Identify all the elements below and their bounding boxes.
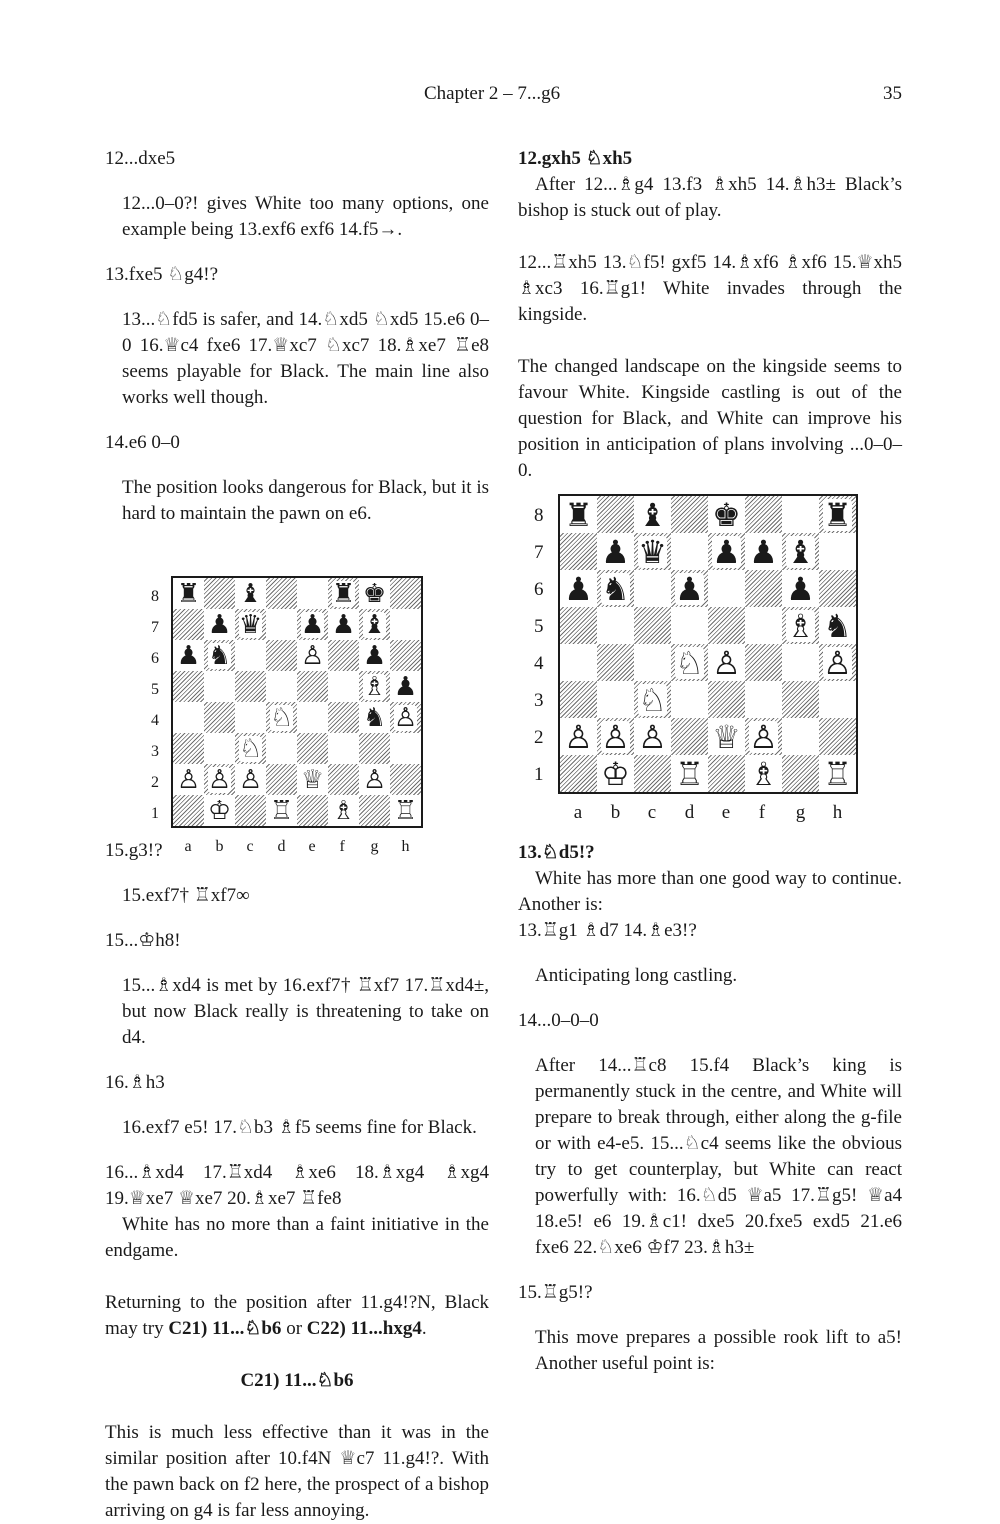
chess-piece: ♙ bbox=[393, 702, 418, 733]
chess-piece: ♙ bbox=[176, 764, 201, 795]
rank-label: 2 bbox=[534, 727, 544, 748]
chess-piece: ♗ bbox=[331, 795, 356, 826]
square-c6 bbox=[235, 640, 266, 671]
square-a1 bbox=[560, 755, 597, 792]
chess-piece: ♞ bbox=[823, 606, 852, 645]
move-line: 13.fxe5 ♘g4!? bbox=[105, 264, 219, 285]
right-text-block-1 bbox=[518, 172, 902, 484]
square-e4 bbox=[708, 644, 745, 681]
chess-piece: ♝ bbox=[786, 532, 815, 571]
square-d5 bbox=[671, 607, 708, 644]
file-label: g bbox=[795, 802, 806, 823]
square-c3 bbox=[235, 733, 266, 764]
chess-piece: ♜ bbox=[823, 495, 852, 534]
rank-label: 6 bbox=[534, 579, 544, 600]
spacer bbox=[105, 1394, 489, 1420]
returning-paragraph bbox=[105, 1290, 489, 1342]
chess-piece: ♟ bbox=[362, 640, 387, 671]
chess-piece: ♟ bbox=[207, 609, 232, 640]
rank-label: 4 bbox=[534, 653, 544, 674]
square-a8 bbox=[173, 578, 204, 609]
chess-piece: ♞ bbox=[601, 569, 630, 608]
rank-label: 2 bbox=[151, 773, 159, 791]
square-d1 bbox=[671, 755, 708, 792]
move-line: 13.♖g1 ♗d7 14.♗e3!? bbox=[518, 920, 697, 941]
square-c7 bbox=[235, 609, 266, 640]
square-h1 bbox=[390, 795, 421, 826]
chess-piece: ♚ bbox=[362, 578, 387, 609]
chess-diagram-2 bbox=[518, 484, 902, 840]
chess-piece: ♘ bbox=[269, 702, 294, 733]
chess-piece: ♞ bbox=[207, 640, 232, 671]
square-a4 bbox=[173, 702, 204, 733]
chess-piece: ♔ bbox=[601, 754, 630, 793]
square-d2 bbox=[266, 764, 297, 795]
text-paragraph: After 12...♗g4 13.f3 ♗xh5 14.♗h3± Black’s bishop is stuck out of play. bbox=[518, 174, 902, 221]
square-h8 bbox=[819, 496, 856, 533]
rank-label: 3 bbox=[534, 690, 544, 711]
chess-piece: ♞ bbox=[362, 702, 387, 733]
chess-piece: ♕ bbox=[300, 764, 325, 795]
square-a7 bbox=[173, 609, 204, 640]
square-d3 bbox=[266, 733, 297, 764]
text-paragraph: 13...♘fd5 is safer, and 14.♘xd5 ♘xd5 15.e6 0–0 16.♕c4 fxe6 17.♕xc7 ♘xc7 18.♗xe7 ♖e8 seems playable for Black. The main line also works well though. bbox=[122, 309, 489, 408]
left-column bbox=[105, 146, 489, 1524]
spacer bbox=[518, 328, 902, 354]
square-b2 bbox=[204, 764, 235, 795]
square-f8 bbox=[328, 578, 359, 609]
c22-ref: C22) 11...hxg4 bbox=[306, 1318, 422, 1339]
square-h8 bbox=[390, 578, 421, 609]
square-f3 bbox=[745, 681, 782, 718]
chess-piece: ♘ bbox=[675, 643, 704, 682]
square-b6 bbox=[597, 570, 634, 607]
square-b2 bbox=[597, 718, 634, 755]
chess-piece: ♟ bbox=[331, 609, 356, 640]
square-d4 bbox=[671, 644, 708, 681]
square-a2 bbox=[173, 764, 204, 795]
square-b3 bbox=[597, 681, 634, 718]
text-paragraph: Anticipating long castling. bbox=[535, 965, 738, 986]
chess-piece: ♗ bbox=[786, 606, 815, 645]
rank-label: 1 bbox=[534, 764, 544, 785]
text-paragraph: White has no more than a faint initiative in the endgame. bbox=[105, 1214, 489, 1261]
square-a5 bbox=[173, 671, 204, 702]
chess-piece: ♟ bbox=[300, 609, 325, 640]
square-c7 bbox=[634, 533, 671, 570]
square-c2 bbox=[235, 764, 266, 795]
square-f5 bbox=[745, 607, 782, 644]
square-c5 bbox=[634, 607, 671, 644]
square-g5 bbox=[359, 671, 390, 702]
square-f3 bbox=[328, 733, 359, 764]
square-b4 bbox=[597, 644, 634, 681]
chess-piece: ♘ bbox=[238, 733, 263, 764]
square-e8 bbox=[708, 496, 745, 533]
rank-label: 7 bbox=[534, 542, 544, 563]
square-e7 bbox=[297, 609, 328, 640]
square-a3 bbox=[560, 681, 597, 718]
text-paragraph: 16.exf7 e5! 17.♘b3 ♗f5 seems fine for Black. bbox=[122, 1117, 477, 1138]
square-c1 bbox=[634, 755, 671, 792]
square-h2 bbox=[819, 718, 856, 755]
chess-piece: ♙ bbox=[823, 643, 852, 682]
chess-piece: ♗ bbox=[362, 671, 387, 702]
square-e7 bbox=[708, 533, 745, 570]
chess-piece: ♟ bbox=[749, 532, 778, 571]
chess-piece: ♖ bbox=[393, 795, 418, 826]
file-label: e bbox=[308, 838, 316, 855]
square-c4 bbox=[634, 644, 671, 681]
square-d6 bbox=[671, 570, 708, 607]
file-label: f bbox=[339, 838, 345, 855]
square-b8 bbox=[204, 578, 235, 609]
square-b3 bbox=[204, 733, 235, 764]
chess-piece: ♜ bbox=[176, 578, 201, 609]
square-d7 bbox=[671, 533, 708, 570]
move-13-heading: 13.♘d5!? bbox=[518, 842, 595, 863]
chess-piece: ♝ bbox=[238, 578, 263, 609]
square-e3 bbox=[708, 681, 745, 718]
file-label: c bbox=[647, 802, 657, 823]
square-h5 bbox=[819, 607, 856, 644]
chess-piece: ♕ bbox=[712, 717, 741, 756]
text-paragraph: 12...♖xh5 13.♘f5! gxf5 14.♗xf6 ♗xf6 15.♕xh5 ♗xc3 16.♖g1! White invades through the kingside. bbox=[518, 252, 902, 325]
chess-piece: ♝ bbox=[362, 609, 387, 640]
right-text-block-2 bbox=[518, 866, 902, 1377]
square-e8 bbox=[297, 578, 328, 609]
chess-piece: ♟ bbox=[601, 532, 630, 571]
square-h4 bbox=[390, 702, 421, 733]
file-label: b bbox=[610, 802, 621, 823]
chess-piece: ♟ bbox=[712, 532, 741, 571]
square-g1 bbox=[782, 755, 819, 792]
square-d7 bbox=[266, 609, 297, 640]
square-e6 bbox=[708, 570, 745, 607]
square-d5 bbox=[266, 671, 297, 702]
chess-piece: ♖ bbox=[675, 754, 704, 793]
square-e4 bbox=[297, 702, 328, 733]
square-f7 bbox=[328, 609, 359, 640]
square-f6 bbox=[328, 640, 359, 671]
rank-label: 1 bbox=[151, 804, 159, 822]
square-f1 bbox=[328, 795, 359, 826]
square-f1 bbox=[745, 755, 782, 792]
move-line: 15.♖g5!? bbox=[518, 1282, 593, 1303]
left-text-block-2 bbox=[105, 838, 489, 1290]
chess-piece: ♟ bbox=[675, 569, 704, 608]
square-h5 bbox=[390, 671, 421, 702]
returning-text: Returning to the position after 11.g4!?N, Black may try bbox=[105, 1292, 489, 1339]
square-d8 bbox=[671, 496, 708, 533]
square-g5 bbox=[782, 607, 819, 644]
square-g8 bbox=[782, 496, 819, 533]
rank-label: 7 bbox=[151, 618, 159, 636]
square-c5 bbox=[235, 671, 266, 702]
file-label: d bbox=[277, 838, 286, 855]
square-f2 bbox=[745, 718, 782, 755]
right-column bbox=[518, 146, 902, 1396]
square-h2 bbox=[390, 764, 421, 795]
square-g6 bbox=[782, 570, 819, 607]
square-b5 bbox=[597, 607, 634, 644]
section-heading: C21) 11...♘b6 bbox=[240, 1370, 354, 1391]
square-e2 bbox=[708, 718, 745, 755]
chess-piece: ♙ bbox=[638, 717, 667, 756]
square-c8 bbox=[634, 496, 671, 533]
chess-piece: ♖ bbox=[269, 795, 294, 826]
move-line: 15...♔h8! bbox=[105, 930, 181, 951]
chess-piece: ♛ bbox=[638, 532, 667, 571]
chess-piece: ♙ bbox=[362, 764, 387, 795]
chess-piece: ♙ bbox=[300, 640, 325, 671]
file-label: a bbox=[573, 802, 583, 823]
square-b8 bbox=[597, 496, 634, 533]
square-b4 bbox=[204, 702, 235, 733]
final-paragraph: This is much less effective than it was in the similar position after 10.f4N ♕c7 11.g4!?. With the pawn back on f2 here, the prospect of a bishop arriving on g4 is far less annoying. bbox=[105, 1422, 489, 1521]
rank-label: 3 bbox=[151, 742, 159, 760]
file-label: a bbox=[184, 838, 192, 855]
text-paragraph: The changed landscape on the kingside seems to favour White. Kingside castling is out of the question for Black, and White can improve his position in anticipation of plans involving ...0–0–0. bbox=[518, 356, 902, 481]
square-h7 bbox=[390, 609, 421, 640]
square-b1 bbox=[204, 795, 235, 826]
square-f7 bbox=[745, 533, 782, 570]
file-label: g bbox=[370, 838, 379, 855]
chess-piece: ♜ bbox=[564, 495, 593, 534]
square-c2 bbox=[634, 718, 671, 755]
square-h6 bbox=[819, 570, 856, 607]
text-paragraph: After 14...♖c8 15.f4 Black’s king is permanently stuck in the centre, and White will prepare to break through, either along the g-file or with e4-e5. 15...♘c4 seems like the obvious try to get counterplay, but White can react powerfully with: 16.♘d5 ♕a5 17.♖g5! ♕a4 18.e5! e6 19.♗c1! dxe5 20.fxe5 exd5 21.e6 fxe6 22.♘xe6 ♔f7 23.♗h3± bbox=[535, 1055, 902, 1258]
chess-board bbox=[171, 576, 423, 828]
spacer bbox=[518, 224, 902, 250]
square-f4 bbox=[745, 644, 782, 681]
rank-label: 8 bbox=[534, 505, 544, 526]
square-e5 bbox=[297, 671, 328, 702]
square-e1 bbox=[708, 755, 745, 792]
chess-piece: ♟ bbox=[564, 569, 593, 608]
square-a6 bbox=[560, 570, 597, 607]
square-h1 bbox=[819, 755, 856, 792]
square-f4 bbox=[328, 702, 359, 733]
move-line: 12...dxe5 bbox=[105, 148, 176, 169]
square-f6 bbox=[745, 570, 782, 607]
square-c4 bbox=[235, 702, 266, 733]
square-h7 bbox=[819, 533, 856, 570]
square-g4 bbox=[782, 644, 819, 681]
chess-piece: ♙ bbox=[564, 717, 593, 756]
file-label: h bbox=[401, 838, 410, 855]
square-c6 bbox=[634, 570, 671, 607]
chapter-title: Chapter 2 – 7...g6 bbox=[424, 83, 561, 104]
file-label: b bbox=[215, 838, 224, 855]
square-a7 bbox=[560, 533, 597, 570]
chess-piece: ♘ bbox=[638, 680, 667, 719]
square-b7 bbox=[204, 609, 235, 640]
page-header bbox=[0, 83, 1000, 111]
text-paragraph: White has more than one good way to continue. Another is: bbox=[518, 868, 902, 915]
chess-piece: ♗ bbox=[749, 754, 778, 793]
square-h6 bbox=[390, 640, 421, 671]
square-e5 bbox=[708, 607, 745, 644]
square-c3 bbox=[634, 681, 671, 718]
square-g1 bbox=[359, 795, 390, 826]
square-e6 bbox=[297, 640, 328, 671]
spacer bbox=[105, 1342, 489, 1368]
text-paragraph: This move prepares a possible rook lift to a5! Another useful point is: bbox=[535, 1327, 902, 1374]
move-line: 15.g3!? bbox=[105, 840, 163, 861]
square-a4 bbox=[560, 644, 597, 681]
square-e2 bbox=[297, 764, 328, 795]
square-c8 bbox=[235, 578, 266, 609]
c21-ref: C21) 11...♘b6 bbox=[168, 1318, 282, 1339]
left-text-block-1 bbox=[105, 146, 489, 527]
square-d8 bbox=[266, 578, 297, 609]
text-paragraph: 15.exf7† ♖xf7∞ bbox=[122, 885, 250, 906]
square-b7 bbox=[597, 533, 634, 570]
square-d3 bbox=[671, 681, 708, 718]
square-h4 bbox=[819, 644, 856, 681]
square-g2 bbox=[782, 718, 819, 755]
file-label: d bbox=[684, 802, 695, 823]
chess-piece: ♙ bbox=[601, 717, 630, 756]
square-f2 bbox=[328, 764, 359, 795]
rank-label: 6 bbox=[151, 649, 159, 667]
square-b1 bbox=[597, 755, 634, 792]
chess-piece: ♟ bbox=[393, 671, 418, 702]
square-e3 bbox=[297, 733, 328, 764]
returning-or: or bbox=[281, 1318, 307, 1339]
square-g3 bbox=[782, 681, 819, 718]
chess-piece: ♟ bbox=[786, 569, 815, 608]
file-label: c bbox=[246, 838, 254, 855]
text-paragraph: The position looks dangerous for Black, but it is hard to maintain the pawn on e6. bbox=[122, 477, 489, 524]
chess-piece: ♜ bbox=[331, 578, 356, 609]
square-c1 bbox=[235, 795, 266, 826]
chess-piece: ♙ bbox=[712, 643, 741, 682]
square-g2 bbox=[359, 764, 390, 795]
square-b6 bbox=[204, 640, 235, 671]
square-h3 bbox=[390, 733, 421, 764]
move-line: 14.e6 0–0 bbox=[105, 432, 180, 453]
square-a3 bbox=[173, 733, 204, 764]
text-paragraph: 15...♗xd4 is met by 16.exf7† ♖xf7 17.♖xd4±, but now Black really is threatening to take on d4. bbox=[122, 975, 489, 1048]
move-line: 16.♗h3 bbox=[105, 1072, 165, 1093]
square-g7 bbox=[782, 533, 819, 570]
square-f5 bbox=[328, 671, 359, 702]
square-g8 bbox=[359, 578, 390, 609]
chess-piece: ♙ bbox=[207, 764, 232, 795]
chess-board bbox=[558, 494, 858, 794]
square-h3 bbox=[819, 681, 856, 718]
rank-label: 4 bbox=[151, 711, 159, 729]
returning-end: . bbox=[421, 1318, 427, 1339]
chess-piece: ♚ bbox=[712, 495, 741, 534]
rank-label: 5 bbox=[534, 616, 544, 637]
chess-piece: ♖ bbox=[823, 754, 852, 793]
square-d4 bbox=[266, 702, 297, 733]
square-g6 bbox=[359, 640, 390, 671]
move-line: 14...0–0–0 bbox=[518, 1010, 599, 1031]
rank-label: 5 bbox=[151, 680, 159, 698]
square-g4 bbox=[359, 702, 390, 733]
chess-piece: ♙ bbox=[238, 764, 263, 795]
spacer bbox=[105, 1264, 489, 1290]
square-b5 bbox=[204, 671, 235, 702]
square-d6 bbox=[266, 640, 297, 671]
chess-piece: ♝ bbox=[638, 495, 667, 534]
rank-label: 8 bbox=[151, 587, 159, 605]
square-a8 bbox=[560, 496, 597, 533]
chess-piece: ♟ bbox=[176, 640, 201, 671]
square-g7 bbox=[359, 609, 390, 640]
file-label: f bbox=[758, 802, 766, 823]
square-g3 bbox=[359, 733, 390, 764]
square-a6 bbox=[173, 640, 204, 671]
text-paragraph: 16...♗xd4 17.♖xd4 ♗xe6 18.♗xg4 ♗xg4 19.♕xe7 ♕xe7 20.♗xe7 ♖fe8 bbox=[105, 1162, 489, 1209]
page-number: 35 bbox=[883, 83, 902, 104]
chess-piece: ♛ bbox=[238, 609, 263, 640]
square-d2 bbox=[671, 718, 708, 755]
text-paragraph: 12...0–0?! gives White too many options, one example being 13.exf6 exf6 14.f5→. bbox=[122, 193, 489, 240]
square-a1 bbox=[173, 795, 204, 826]
square-f8 bbox=[745, 496, 782, 533]
file-label: e bbox=[721, 802, 731, 823]
square-a2 bbox=[560, 718, 597, 755]
square-d1 bbox=[266, 795, 297, 826]
file-label: h bbox=[832, 802, 843, 823]
square-e1 bbox=[297, 795, 328, 826]
chess-piece: ♔ bbox=[207, 795, 232, 826]
chess-piece: ♙ bbox=[749, 717, 778, 756]
square-a5 bbox=[560, 607, 597, 644]
move-12-heading: 12.gxh5 ♘xh5 bbox=[518, 148, 633, 169]
